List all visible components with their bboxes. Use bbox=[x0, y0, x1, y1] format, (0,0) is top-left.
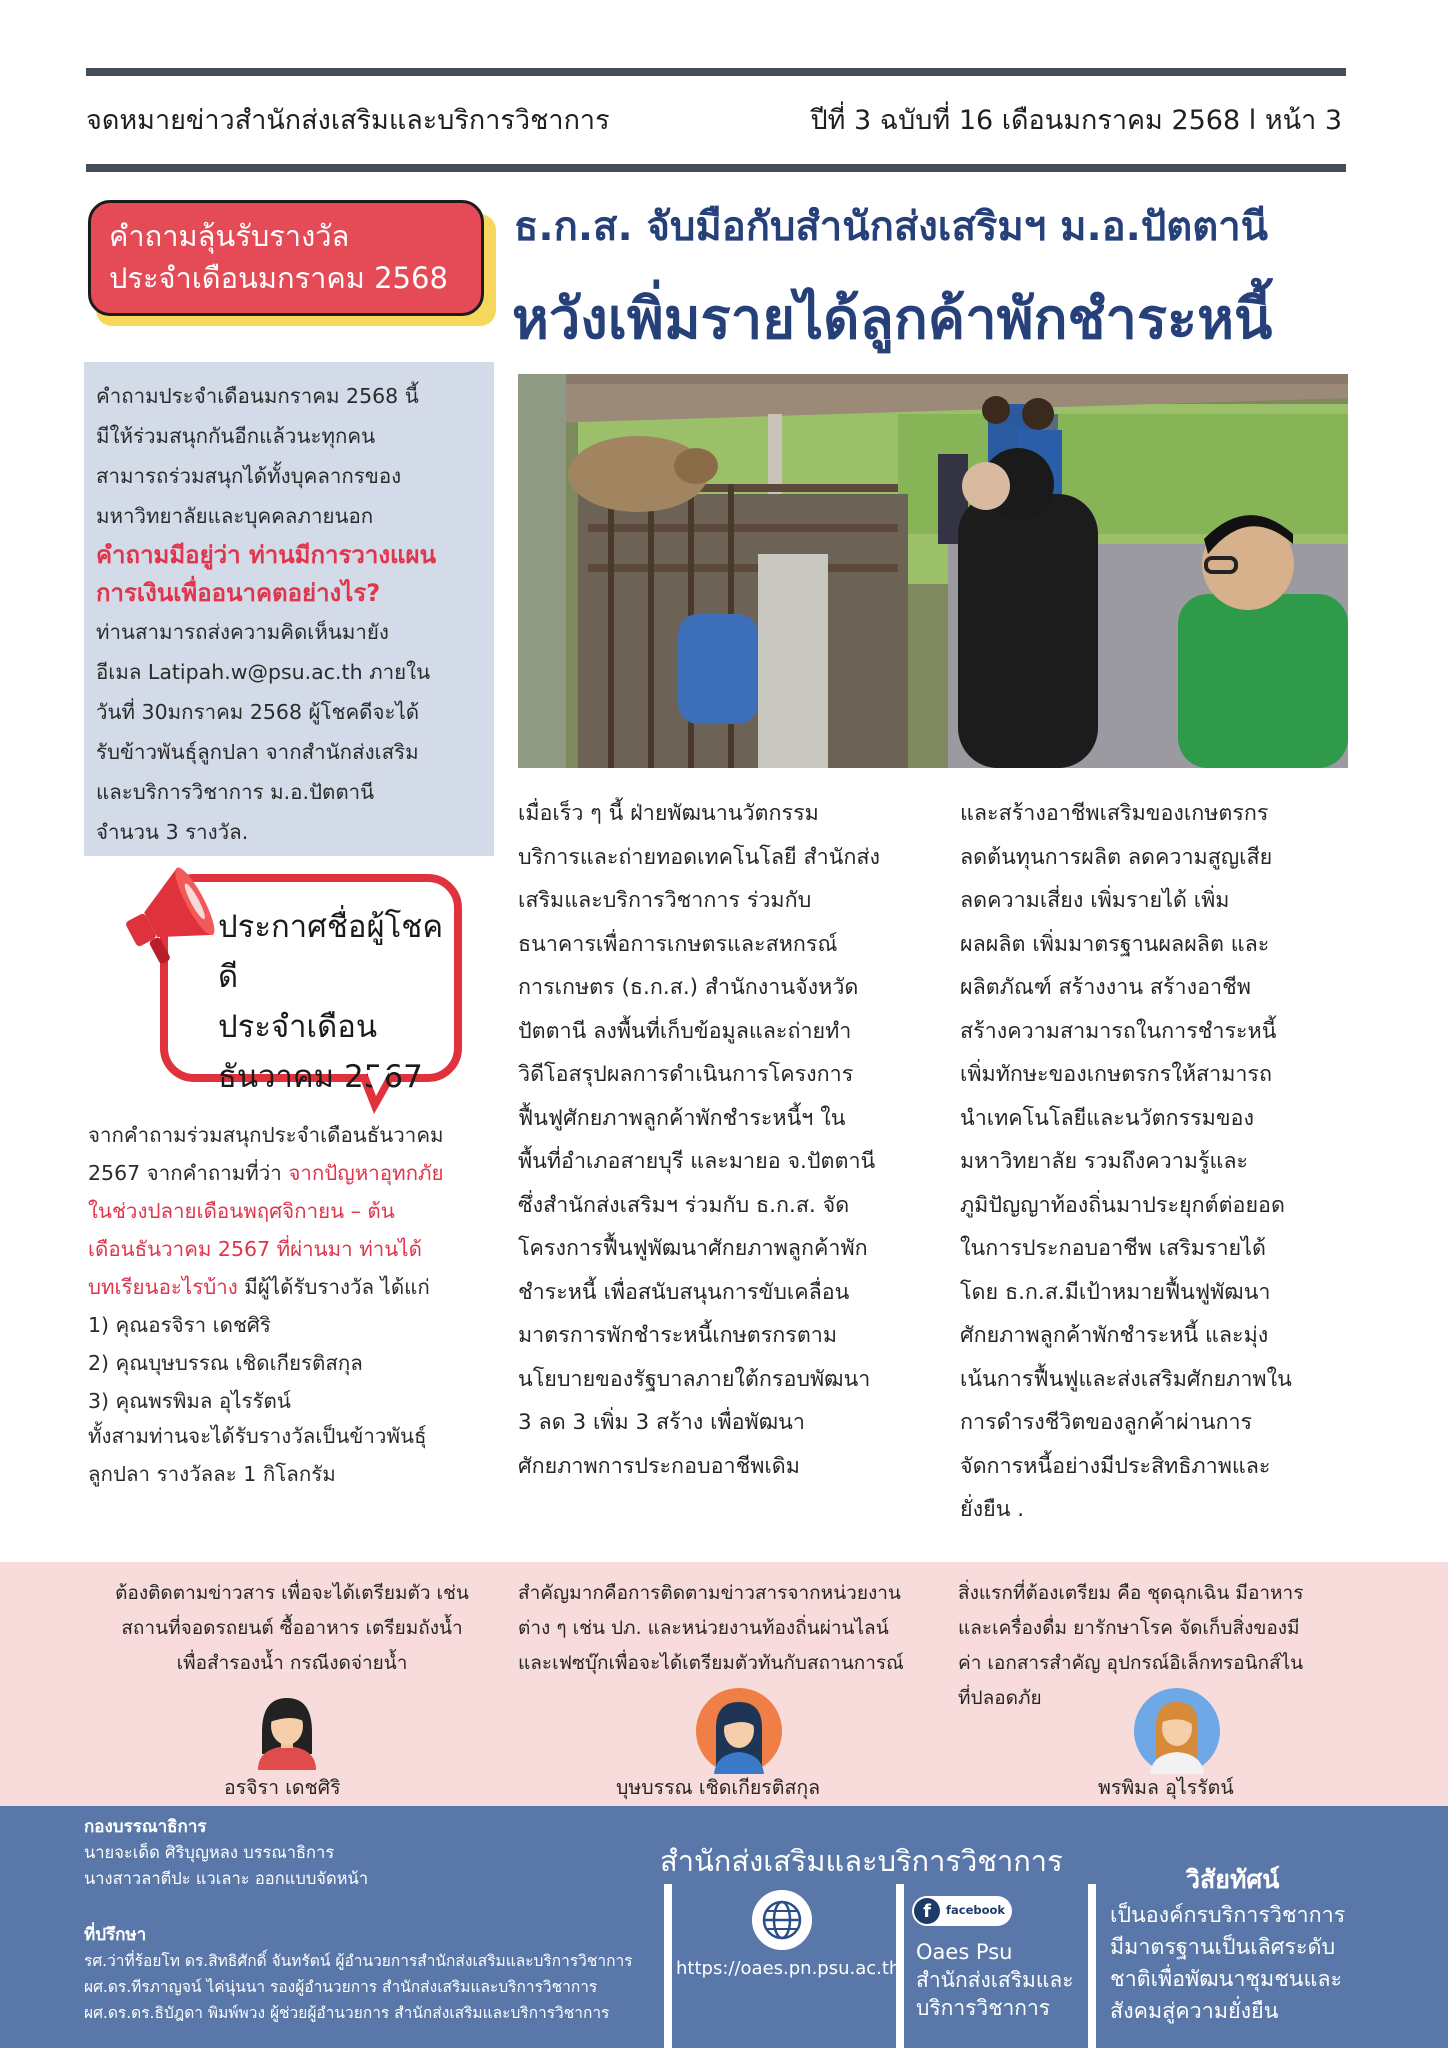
quote-line: ต้องติดตามข่าวสาร เพื่อจะได้เตรียมตัว เช่น bbox=[115, 1582, 469, 1604]
quiz-intro-line: มหาวิทยาลัยและบุคคลภายนอก bbox=[96, 504, 374, 528]
quiz-box bbox=[84, 362, 494, 856]
bubble-tail-inner bbox=[366, 1070, 390, 1096]
newsletter-name: จดหมายข่าวสำนักส่งเสริมและบริการวิชาการ bbox=[86, 105, 610, 136]
article-line: มหาวิทยาลัย รวมถึงความรู้และ bbox=[960, 1149, 1249, 1174]
article-line: ในการประกอบอาชีพ เสริมรายได้ bbox=[960, 1236, 1266, 1261]
article-line: นำเทคโนโลยีและนวัตกรรมของ bbox=[960, 1105, 1254, 1131]
quote-line: และเครื่องดื่ม ยารักษาโรค จัดเก็บสิ่งของมี bbox=[958, 1617, 1300, 1639]
vision-line: ชาติเพื่อพัฒนาชุมชนและ bbox=[1110, 1967, 1343, 1992]
article-line: เน้นการฟื้นฟูและส่งเสริมศักยภาพใน bbox=[960, 1366, 1292, 1392]
article-line: ภูมิปัญญาท้องถิ่นมาประยุกต์ต่อยอด bbox=[960, 1192, 1285, 1218]
advisor-line: ผศ.ดร.ดร.ธิบัฎดา พิมพ์พวง ผู้ช่วยผู้อำนวยการ สำนักส่งเสริมและบริการวิชาการ bbox=[84, 2004, 610, 2022]
avatar-icon bbox=[248, 1692, 326, 1770]
quiz-intro-line: มีให้ร่วมสนุกกันอีกแล้วนะทุกคน bbox=[96, 424, 376, 448]
editorial-line: นายจะเด็ด ศิริบุญหลง บรรณาธิการ bbox=[84, 1843, 335, 1862]
announcement-line: ประกาศชื่อผู้โชคดี bbox=[218, 909, 444, 995]
advisor-block bbox=[84, 1922, 632, 2026]
badge-line: ประจำเดือนมกราคม 2568 bbox=[109, 261, 448, 295]
winners-intro: จากคำถามร่วมสนุกประจำเดือนธันวาคม bbox=[88, 1123, 444, 1147]
article-photo bbox=[518, 374, 1348, 768]
quiz-detail-line: และบริการวิชาการ ม.อ.ปัตตานี bbox=[96, 780, 375, 804]
facebook-page[interactable] bbox=[916, 1938, 1074, 2022]
megaphone-icon bbox=[112, 860, 222, 970]
winners-question-highlight: จากปัญหาอุทกภัย bbox=[288, 1161, 444, 1185]
winners-question-highlight: บทเรียนอะไรบ้าง bbox=[88, 1275, 238, 1299]
article-line: เมื่อเร็ว ๆ นี้ ฝ่ายพัฒนานวัตกรรม bbox=[518, 801, 819, 826]
avatar-icon bbox=[1134, 1688, 1220, 1774]
quiz-detail-line: อีเมล Latipah.w@psu.ac.th ภายใน bbox=[96, 660, 431, 684]
article-title-line2: หวังเพิ่มรายได้ลูกค้าพักชำระหนี้ bbox=[512, 287, 1273, 352]
quote-line: สำคัญมากคือการติดตามข่าวสารจากหน่วยงาน bbox=[518, 1582, 901, 1604]
vision-line: มีมาตรฐานเป็นเลิศระดับ bbox=[1110, 1935, 1336, 1960]
winners-text bbox=[88, 1116, 500, 1496]
article-line: ลดความเสี่ยง เพิ่มรายได้ เพิ่ม bbox=[960, 888, 1230, 913]
quote-line: สิ่งแรกที่ต้องเตรียม คือ ชุดฉุกเฉิน มีอาหาร bbox=[958, 1582, 1304, 1604]
quote-2 bbox=[518, 1576, 948, 1681]
quiz-question-line: คำถามมีอยู่ว่า ท่านมีการวางแผน bbox=[96, 541, 436, 569]
announcement-line: ประจำเดือน bbox=[218, 1009, 378, 1045]
article-line: โครงการฟื้นฟูพัฒนาศักยภาพลูกค้าพัก bbox=[518, 1236, 868, 1261]
editorial-line: นางสาวลาตีปะ แวเลาะ ออกแบบจัดหน้า bbox=[84, 1869, 369, 1888]
office-name: สำนักส่งเสริมและบริการวิชาการ bbox=[660, 1844, 1063, 1878]
article-line: ปัตตานี ลงพื้นที่เก็บข้อมูลและถ่ายทำ bbox=[518, 1018, 852, 1044]
winners-intro: 2567 จากคำถามที่ว่า bbox=[88, 1161, 282, 1185]
globe-icon bbox=[752, 1890, 812, 1950]
article-line: นโยบายของรัฐบาลภายใต้กรอบพัฒนา bbox=[518, 1366, 871, 1392]
quote-author: บุษบรรณ เชิดเกียรติสกุล bbox=[616, 1776, 821, 1799]
article-line: ลดต้นทุนการผลิต ลดความสูญเสีย bbox=[960, 844, 1273, 870]
issue-info: ปีที่ 3 ฉบับที่ 16 เดือนมกราคม 2568 l หน้า 3 bbox=[810, 105, 1342, 136]
article-line: ผลผลิต เพิ่มมาตรฐานผลผลิต และ bbox=[960, 931, 1270, 957]
article-line: ศักยภาพลูกค้าพักชำระหนี้ และมุ่ง bbox=[960, 1323, 1269, 1348]
quiz-detail-line: จำนวน 3 รางวัล. bbox=[96, 820, 249, 844]
article-line: ธนาคารเพื่อการเกษตรและสหกรณ์ bbox=[518, 931, 838, 957]
quote-1 bbox=[84, 1576, 500, 1681]
winners-intro: มีผู้ได้รับรางวัล ได้แก่ bbox=[237, 1275, 430, 1299]
quiz-detail-line: วันที่ 30มกราคม 2568 ผู้โชคดีจะได้ bbox=[96, 700, 420, 724]
article-line: เพิ่มทักษะของเกษตรกรให้สามารถ bbox=[960, 1062, 1273, 1087]
facebook-badge bbox=[912, 1896, 1012, 1926]
facebook-line: Oaes Psu bbox=[916, 1940, 1013, 1964]
facebook-label: facebook bbox=[946, 1903, 1006, 1917]
quiz-badge bbox=[88, 200, 484, 316]
vision-title: วิสัยทัศน์ bbox=[1186, 1865, 1280, 1894]
quiz-detail-line: รับข้าวพันธุ์ลูกปลา จากสำนักส่งเสริม bbox=[96, 740, 419, 764]
footer-divider bbox=[1088, 1884, 1096, 2048]
article-line: บริการและถ่ายทอดเทคโนโลยี สำนักส่ง bbox=[518, 844, 880, 870]
editorial-block bbox=[84, 1814, 368, 1892]
quiz-question-line: การเงินเพื่ออนาคตอย่างไร? bbox=[96, 579, 381, 607]
quote-line: เพื่อสำรองน้ำ กรณีงดจ่ายน้ำ bbox=[176, 1652, 408, 1674]
header-bottom-rule bbox=[86, 164, 1346, 172]
winner-name: 2) คุณบุษบรรณ เชิดเกียรติสกุล bbox=[88, 1351, 363, 1375]
article-line: พื้นที่อำเภอสายบุรี และมายอ จ.ปัตตานี bbox=[518, 1149, 876, 1174]
article-line: วิดีโอสรุปผลการดำเนินการโครงการ bbox=[518, 1062, 854, 1087]
advisor-title: ที่ปรึกษา bbox=[84, 1925, 147, 1945]
footer-divider bbox=[664, 1884, 672, 2048]
quote-author: พรพิมล อุไรรัตน์ bbox=[1098, 1776, 1234, 1799]
article-line: และสร้างอาชีพเสริมของเกษตรกร bbox=[960, 801, 1269, 826]
article-line: จัดการหนี้อย่างมีประสิทธิภาพและ bbox=[960, 1453, 1271, 1479]
advisor-line: ผศ.ดร.ทีรภาญจน์ ไค่นุ่นนา รองผู้อำนวยการ สำนักส่งเสริมและบริการวิชาการ bbox=[84, 1978, 598, 1996]
quote-line: และเฟซบุ๊กเพื่อจะได้เตรียมตัวทันกับสถานการณ์ bbox=[518, 1652, 904, 1674]
announcement-line: ธันวาคม 2567 bbox=[218, 1059, 423, 1095]
vision-line: สังคมสู่ความยั่งยืน bbox=[1110, 1999, 1279, 2024]
quote-line: ค่า เอกสารสำคัญ อุปกรณ์อิเล็กทรอนิกส์ไน bbox=[958, 1652, 1304, 1674]
facebook-line: บริการวิชาการ bbox=[916, 1996, 1051, 2020]
quiz-intro-line: สามารถร่วมสนุกได้ทั้งบุคลากรของ bbox=[96, 464, 402, 488]
article-line: ผลิตภัณฑ์ สร้างงาน สร้างอาชีพ bbox=[960, 975, 1251, 1000]
badge-line: คำถามลุ้นรับรางวัล bbox=[109, 219, 350, 253]
article-column-2 bbox=[960, 792, 1360, 1532]
winners-closing: ลูกปลา รางวัลละ 1 กิโลกรัม bbox=[88, 1462, 336, 1486]
quiz-detail-line: ท่านสามารถส่งความคิดเห็นมายัง bbox=[96, 620, 389, 644]
vision-line: เป็นองค์กรบริการวิชาการ bbox=[1110, 1903, 1346, 1928]
winners-question-highlight: เดือนธันวาคม 2567 ที่ผ่านมา ท่านได้ bbox=[88, 1237, 422, 1261]
winner-name: 1) คุณอรจิรา เดชศิริ bbox=[88, 1313, 271, 1337]
article-line: ฟื้นฟูศักยภาพลูกค้าพักชำระหนี้ฯ ใน bbox=[518, 1105, 846, 1131]
advisor-line: รศ.ว่าที่ร้อยโท ดร.สิทธิศักดิ์ จันทรัตน์ ผู้อำนวยการสำนักส่งเสริมและบริการวิชาการ bbox=[84, 1952, 633, 1970]
quote-line: ต่าง ๆ เช่น ปภ. และหน่วยงานท้องถิ่นผ่านไลน์ bbox=[518, 1617, 889, 1639]
facebook-line: สำนักส่งเสริมและ bbox=[916, 1968, 1074, 1992]
article-line: เสริมและบริการวิชาการ ร่วมกับ bbox=[518, 888, 812, 913]
quote-line: สถานที่จอดรถยนต์ ซื้ออาหาร เตรียมถังน้ำ bbox=[121, 1617, 463, 1639]
article-line: มาตรการพักชำระหนี้เกษตรกรตาม bbox=[518, 1323, 838, 1348]
quote-line: ที่ปลอดภัย bbox=[958, 1687, 1042, 1709]
article-line: การดำรงชีวิตของลูกค้าผ่านการ bbox=[960, 1410, 1253, 1435]
facebook-icon: f bbox=[914, 1898, 940, 1924]
article-line: ยั่งยืน . bbox=[960, 1497, 1025, 1522]
website-link[interactable]: https://oaes.pn.psu.ac.th bbox=[676, 1958, 901, 1979]
article-line: โดย ธ.ก.ส.มีเป้าหมายฟื้นฟูพัฒนา bbox=[960, 1279, 1271, 1305]
winners-intro-line5 bbox=[88, 1268, 500, 1306]
winners-question-highlight: ในช่วงปลายเดือนพฤศจิกายน – ต้น bbox=[88, 1199, 395, 1223]
winners-intro-line2 bbox=[88, 1154, 500, 1192]
top-rule bbox=[86, 68, 1346, 76]
article-line: 3 ลด 3 เพิ่ม 3 สร้าง เพื่อพัฒนา bbox=[518, 1410, 805, 1435]
article-line: ซึ่งสำนักส่งเสริมฯ ร่วมกับ ธ.ก.ส. จัด bbox=[518, 1192, 850, 1218]
winners-closing: ทั้งสามท่านจะได้รับรางวัลเป็นข้าวพันธุ์ bbox=[88, 1424, 427, 1448]
editorial-title: กองบรรณาธิการ bbox=[84, 1817, 207, 1837]
quote-author: อรจิรา เดชศิริ bbox=[224, 1776, 341, 1799]
avatar-icon bbox=[696, 1688, 782, 1774]
quiz-intro-line: คำถามประจำเดือนมกราคม 2568 นี้ bbox=[96, 384, 419, 408]
vision-text bbox=[1110, 1900, 1345, 2028]
article-line: สร้างความสามารถในการชำระหนี้ bbox=[960, 1018, 1277, 1044]
article-line: การเกษตร (ธ.ก.ส.) สำนักงานจังหวัด bbox=[518, 975, 859, 1000]
article-title-line1: ธ.ก.ส. จับมือกับสำนักส่งเสริมฯ ม.อ.ปัตตานี bbox=[514, 204, 1269, 250]
article-line: ชำระหนี้ เพื่อสนับสนุนการขับเคลื่อน bbox=[518, 1279, 850, 1305]
winner-name: 3) คุณพรพิมล อุไรรัตน์ bbox=[88, 1389, 291, 1413]
article-column-1 bbox=[518, 792, 938, 1488]
article-line: ศักยภาพการประกอบอาชีพเดิม bbox=[518, 1453, 800, 1479]
